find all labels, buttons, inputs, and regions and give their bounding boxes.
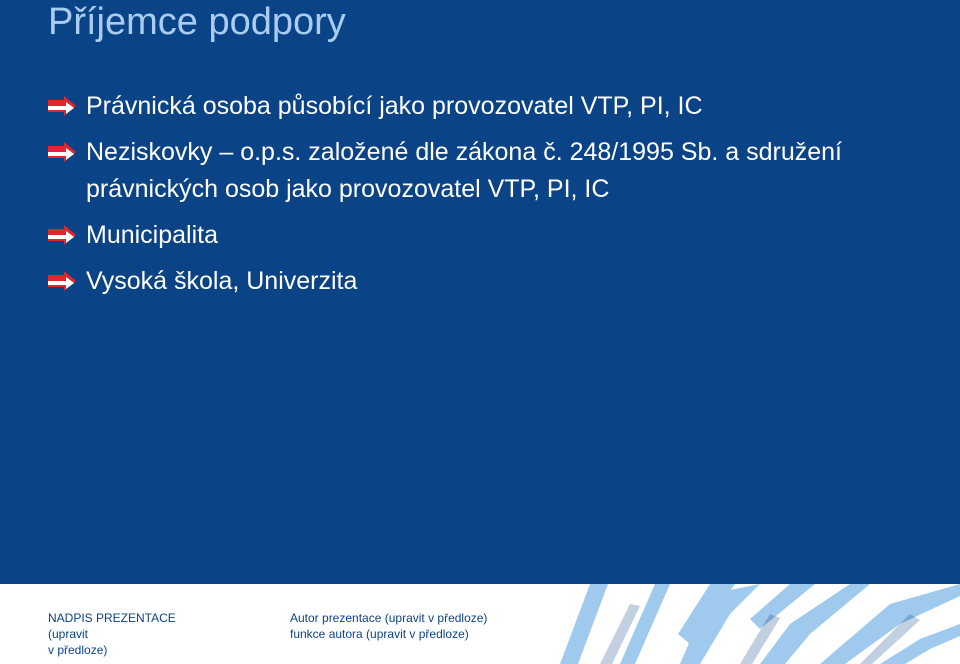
arrow-bullet-icon (48, 96, 76, 116)
footer-author-line: Autor prezentace (upravit v předloze) (290, 611, 488, 625)
footer-author (290, 610, 520, 642)
arrow-bullet-icon (48, 225, 76, 245)
footer-title-line: v předloze) (48, 643, 108, 657)
bullet-item (48, 88, 928, 125)
footer-title-line: NADPIS PREZENTACE (upravit (48, 611, 176, 641)
bullet-text: Neziskovky – o.p.s. založené dle zákona č. 248/1995 Sb. a sdružení právnických osob jako provozovatel VTP, PI, IC (86, 138, 843, 203)
bullet-item (48, 263, 928, 300)
arrow-bullet-icon (48, 142, 76, 162)
bullet-text: Municipalita (86, 221, 219, 249)
bullet-item (48, 134, 928, 208)
footer-presentation-title (48, 610, 208, 658)
bullet-list (48, 88, 928, 309)
bullet-text: Právnická osoba působící jako provozovatel VTP, PI, IC (86, 92, 703, 120)
bullet-item (48, 217, 928, 254)
arrow-bullet-icon (48, 271, 76, 291)
slide-title: Příjemce podpory (48, 1, 346, 43)
footer-author-line: funkce autora (upravit v předloze) (290, 627, 469, 641)
bullet-text: Vysoká škola, Univerzita (86, 267, 358, 295)
slide-footer (0, 584, 960, 664)
decorative-pattern-icon (560, 584, 960, 664)
